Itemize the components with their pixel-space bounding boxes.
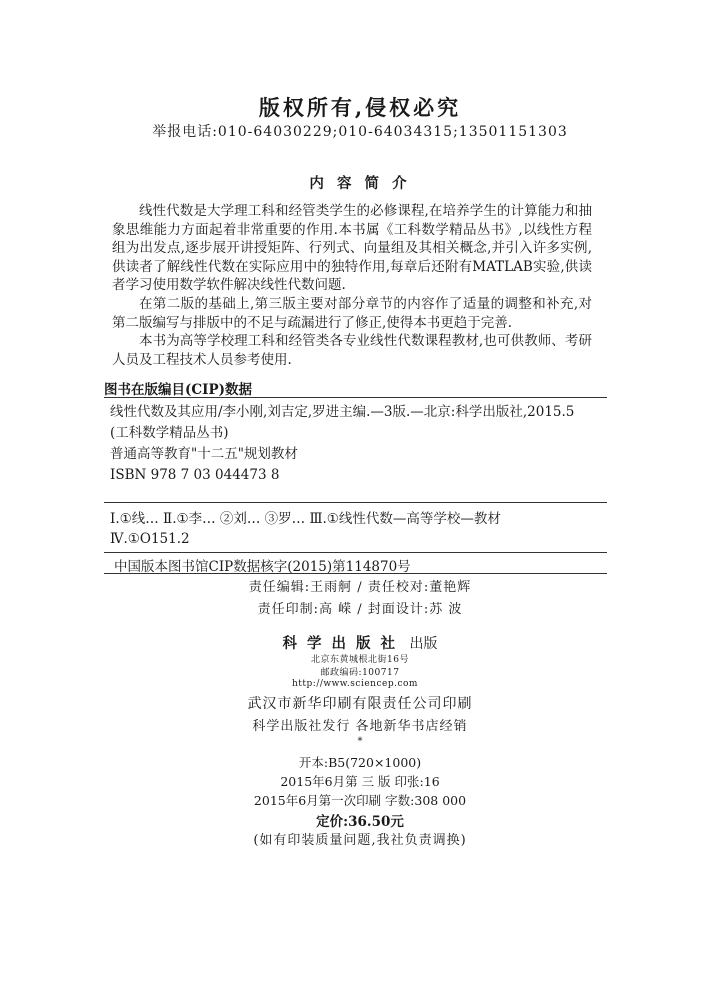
page-title: 版权所有,侵权必究 bbox=[258, 95, 462, 120]
separator-star: * bbox=[357, 736, 363, 747]
publisher-suffix: 出版 bbox=[405, 636, 438, 652]
publisher-postcode: 邮政编码:100717 bbox=[320, 668, 400, 678]
publisher-address: 北京东黄城根北街16号 bbox=[311, 655, 409, 665]
print-specs bbox=[0, 753, 720, 810]
cip-classification bbox=[110, 509, 606, 549]
spec-edition: 2015年6月第 三 版 印张:16 bbox=[280, 774, 440, 789]
cip-line: (工科数学精品丛书) bbox=[110, 425, 229, 441]
summary-text bbox=[112, 202, 592, 369]
printer-line: 武汉市新华印刷有限责任公司印刷 bbox=[247, 696, 473, 712]
summary-heading: 内 容 简 介 bbox=[309, 175, 411, 192]
spec-format: 开本:B5(720×1000) bbox=[298, 755, 422, 770]
cip-class-line: Ⅰ.①线… Ⅱ.①李… ②刘… ③罗… Ⅲ.①线性代数—高等学校—教材 bbox=[110, 511, 501, 527]
cip-record bbox=[110, 402, 606, 486]
cip-line: 普通高等教育"十二五"规划教材 bbox=[110, 446, 298, 462]
distribution-line: 科学出版社发行 各地新华书店经销 bbox=[252, 719, 468, 734]
cip-line: 线性代数及其应用/李小刚,刘吉定,罗进主编.—3版.—北京:科学出版社,2015.5 bbox=[110, 404, 575, 420]
publisher-line bbox=[0, 632, 720, 653]
summary-paragraph: 在第二版的基础上,第三版主要对部分章节的内容作了适量的调整和补充,对第二版编写与排版中的不足与疏漏进行了修正,使得本书更趋于完善. bbox=[112, 295, 592, 331]
cip-middle-rule bbox=[104, 502, 607, 503]
spec-printing: 2015年6月第一次印刷 字数:308 000 bbox=[253, 793, 467, 808]
quality-note: (如有印装质量问题,我社负责调换) bbox=[253, 833, 467, 848]
price: 定价:36.50元 bbox=[316, 814, 404, 830]
publisher-website: http://www.sciencep.com bbox=[292, 679, 418, 689]
cip-heading: 图书在版编目(CIP)数据 bbox=[104, 382, 252, 398]
report-hotline: 举报电话:010-64030229;010-64034315;13501151303 bbox=[152, 124, 568, 140]
cip-top-rule bbox=[104, 397, 607, 398]
cip-class-line: Ⅳ.①O151.2 bbox=[110, 531, 190, 547]
summary-paragraph: 本书为高等学校理工科和经管类各专业线性代数课程教材,也可供教师、考研人员及工程技术人员参考使用. bbox=[112, 333, 592, 368]
cip-check-number: 中国版本图书馆CIP数据核字(2015)第114870号 bbox=[114, 559, 411, 575]
cip-line: ISBN 978 7 03 044473 8 bbox=[110, 467, 280, 483]
credits-production: 责任印制:高 嵘 / 封面设计:苏 波 bbox=[257, 602, 463, 617]
summary-paragraph: 线性代数是大学理工科和经管类学生的必修课程,在培养学生的计算能力和抽象思维能力方面起着非常重要的作用.本书属《工科数学精品丛书》,以线性方程组为出发点,逐步展开讲授矩阵、行列式、向量组及其相关概念,并引入许多实例,供读者了解线性代数在实际应用中的独特作用,每章后还附有MATLAB实验,供读者学习使用数学软件解决线性代数问题. bbox=[112, 203, 592, 294]
publisher-name: 科学出版社 bbox=[282, 635, 406, 652]
credits-editors: 责任编辑:王雨舸 / 责任校对:董艳辉 bbox=[248, 580, 472, 595]
cip-end-rule bbox=[104, 573, 607, 574]
credits bbox=[0, 577, 720, 621]
cip-bottom-rule bbox=[104, 552, 607, 553]
